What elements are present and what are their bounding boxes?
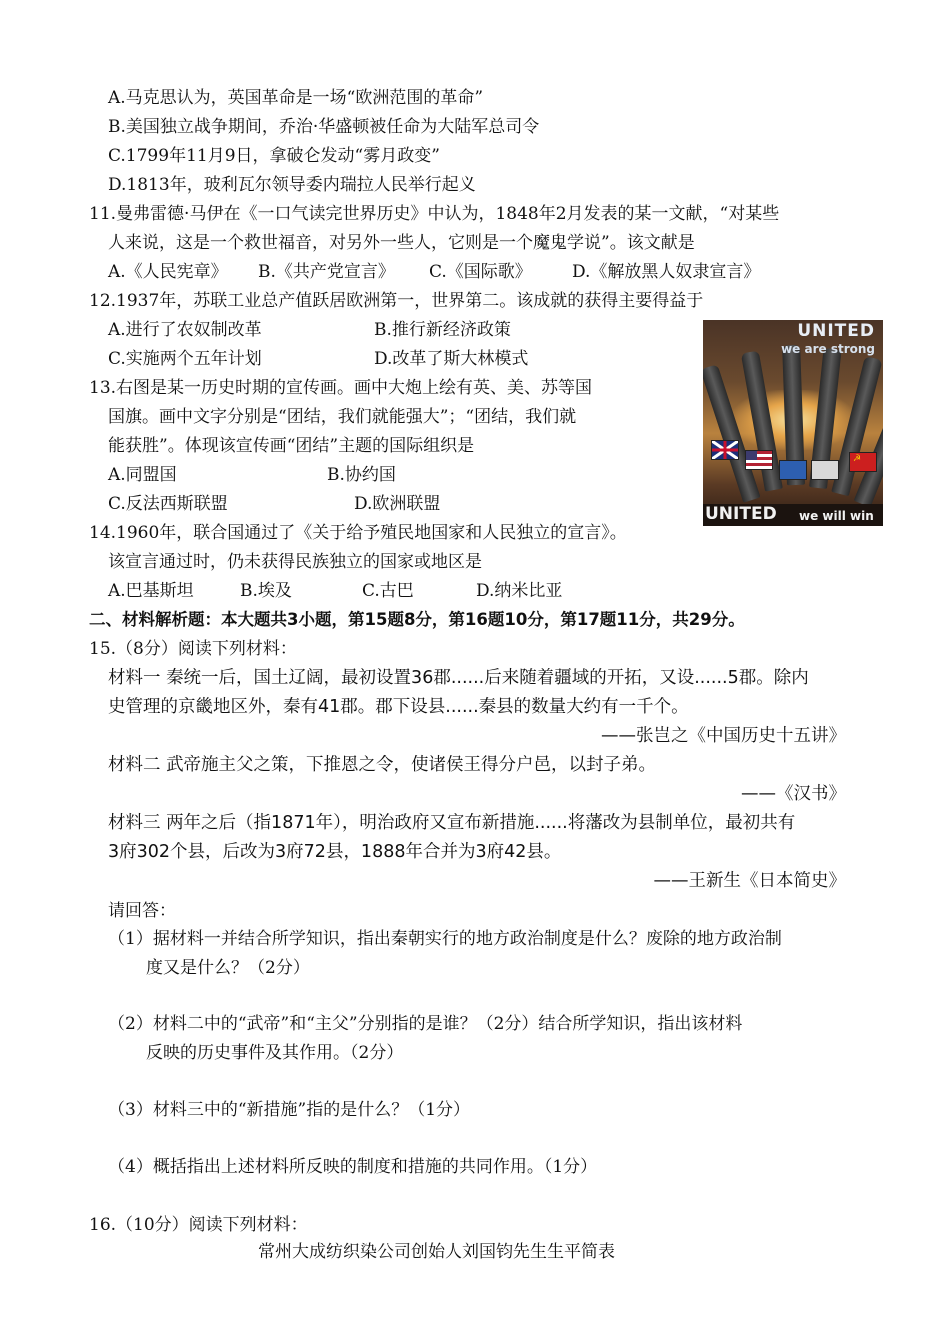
q10-option-a: A.马克思认为，英国革命是一场“欧洲范围的革命” — [108, 88, 484, 108]
q10-option-c: C.1799年11月9日，拿破仑发动“雾月政变” — [108, 146, 440, 166]
q15-material-2-source: ——《汉书》 — [741, 784, 846, 804]
flag-icon — [811, 460, 839, 480]
section-2-heading: 二、材料解析题：本大题共3小题，第15题8分，第16题10分，第17题11分，共29分。 — [89, 610, 745, 629]
q13-option-a: A.同盟国 — [108, 465, 177, 485]
q12-option-a: A.进行了农奴制改革 — [108, 320, 262, 340]
q13-stem-line1: 13.右图是某一历史时期的宣传画。画中大炮上绘有英、美、苏等国 — [89, 378, 593, 398]
q15-prompt: 请回答： — [108, 901, 176, 921]
q14-option-d: D.纳米比亚 — [476, 581, 563, 601]
q10-option-d: D.1813年，玻利瓦尔领导委内瑞拉人民举行起义 — [108, 175, 476, 195]
q14-option-b: B.埃及 — [240, 581, 292, 601]
q15-subquestion-2-line1: （2）材料二中的“武帝”和“主父”分别指的是谁？（2分）结合所学知识，指出该材料 — [108, 1014, 743, 1034]
q15-intro: 15.（8分）阅读下列材料： — [89, 639, 297, 659]
q15-subquestion-3: （3）材料三中的“新措施”指的是什么？（1分） — [108, 1100, 471, 1120]
q11-option-c: C.《国际歌》 — [429, 262, 532, 282]
flag-icon — [779, 460, 807, 480]
q15-material-3-line1: 材料三 两年之后（指1871年），明治政府又宣布新措施......将藩改为县制单位，最初共有 — [108, 813, 796, 833]
ussr-flag-icon: ☭ — [849, 452, 877, 472]
q15-material-3-line2: 3府302个县，后改为3府72县，1888年合并为3府42县。 — [108, 842, 562, 862]
q15-subquestion-2-line2: 反映的历史事件及其作用。（2分） — [146, 1043, 404, 1063]
q12-stem: 12.1937年，苏联工业总产值跃居欧洲第一，世界第二。该成就的获得主要得益于 — [89, 291, 704, 311]
q13-option-d: D.欧洲联盟 — [354, 494, 441, 514]
q11-stem-line2: 人来说，这是一个救世福音，对另外一些人，它则是一个魔鬼学说”。该文献是 — [108, 233, 695, 253]
q14-stem-line2: 该宣言通过时，仍未获得民族独立的国家或地区是 — [108, 552, 482, 572]
q15-material-1-line1: 材料一 秦统一后，国土辽阔，最初设置36郡......后来随着疆域的开拓，又设......5郡。除内 — [108, 668, 809, 688]
q15-subquestion-4: （4）概括指出上述材料所反映的制度和措施的共同作用。（1分） — [108, 1157, 598, 1177]
q13-stem-line2: 国旗。画中文字分别是“团结，我们就能强大”；“团结，我们就 — [108, 407, 577, 427]
q12-option-d: D.改革了斯大林模式 — [374, 349, 529, 369]
q12-option-b: B.推行新经济政策 — [374, 320, 511, 340]
poster-top-title: UNITED — [797, 321, 875, 341]
q10-option-b: B.美国独立战争期间，乔治·华盛顿被任命为大陆军总司令 — [108, 117, 540, 137]
poster-bottom-title: UNITED — [705, 504, 777, 524]
q15-material-1-line2: 史管理的京畿地区外，秦有41郡。郡下设县......秦县的数量大约有一千个。 — [108, 697, 689, 717]
uk-flag-icon — [711, 440, 739, 460]
q11-option-d: D.《解放黑人奴隶宣言》 — [572, 262, 761, 282]
poster-top-subtitle: we are strong — [781, 342, 875, 356]
q13-stem-line3: 能获胜”。体现该宣传画“团结”主题的国际组织是 — [108, 436, 475, 456]
q13-option-b: B.协约国 — [327, 465, 396, 485]
q15-material-2-line1: 材料二 武帝施主父之策，下推恩之令，使诸侯王得分户邑，以封子弟。 — [108, 755, 657, 775]
q15-subquestion-1-line2: 度又是什么？（2分） — [146, 958, 310, 978]
q16-intro: 16.（10分）阅读下列材料： — [89, 1215, 308, 1235]
q13-option-c: C.反法西斯联盟 — [108, 494, 228, 514]
q15-subquestion-1-line1: （1）据材料一并结合所学知识，指出秦朝实行的地方政治制度是什么？废除的地方政治制 — [108, 929, 782, 949]
q11-option-a: A.《人民宪章》 — [108, 262, 228, 282]
q15-material-3-source: ——王新生《日本简史》 — [653, 871, 846, 891]
q14-option-c: C.古巴 — [362, 581, 414, 601]
poster-bottom-subtitle: we will win — [799, 509, 874, 523]
q12-option-c: C.实施两个五年计划 — [108, 349, 262, 369]
propaganda-poster — [703, 320, 883, 526]
q11-option-b: B.《共产党宣言》 — [258, 262, 395, 282]
q16-table-title: 常州大成纺织染公司创始人刘国钧先生生平简表 — [258, 1242, 615, 1262]
q14-option-a: A.巴基斯坦 — [108, 581, 194, 601]
q14-stem-line1: 14.1960年，联合国通过了《关于给予殖民地国家和人民独立的宣言》。 — [89, 523, 627, 543]
q15-material-1-source: ——张岂之《中国历史十五讲》 — [601, 726, 846, 746]
us-flag-icon — [745, 450, 773, 470]
q11-stem-line1: 11.曼弗雷德·马伊在《一口气读完世界历史》中认为，1848年2月发表的某一文献，“对某些 — [89, 204, 780, 224]
